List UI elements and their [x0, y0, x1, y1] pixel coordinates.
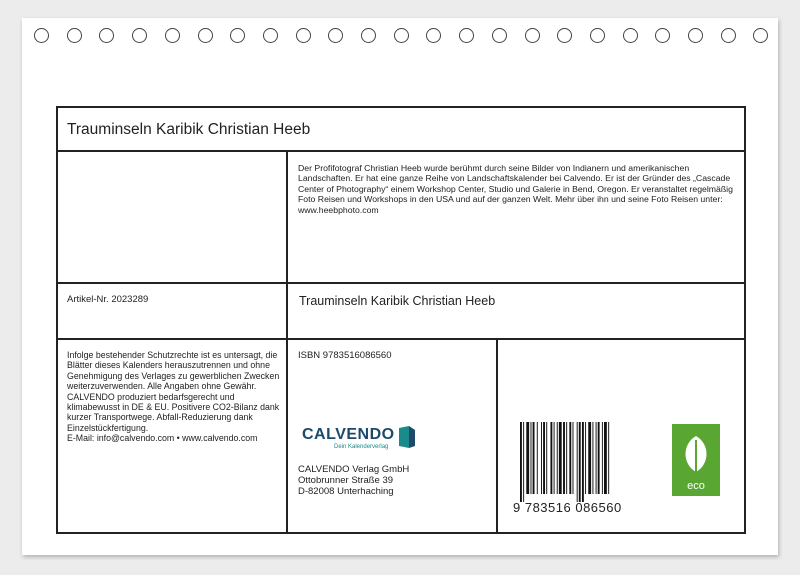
binding-ring	[99, 28, 114, 43]
divider	[286, 152, 288, 282]
binding-ring	[623, 28, 638, 43]
binding-ring	[198, 28, 213, 43]
binding-ring	[655, 28, 670, 43]
barcode-bar	[582, 422, 584, 502]
calendar-back-page	[22, 18, 778, 555]
title-box	[56, 106, 746, 152]
eco-badge	[672, 424, 720, 496]
binding-ring	[753, 28, 768, 43]
legal-notice: Infolge bestehender Schutzrechte ist es untersagt, die Blätter dieses Kalenders herauszutrennen und ohne Genehmigung des Verlages zu gewerblichen Zwecken weiterzuverwenden. Alle Angaben ohne Gewähr. CALVENDO produziert bedarfsgerecht und klimabewusst in DE & EU. Positivere CO2-Bilanz dank kurzer Transportwege. Abfall-Reduzierung dank Einzelstückfertigung. E-Mail: info@calvendo.com • www.calvendo.com	[67, 350, 280, 444]
binding-ring	[426, 28, 441, 43]
binding-ring	[688, 28, 703, 43]
publisher-city: D-82008 Unterhaching	[298, 485, 394, 497]
info-box	[56, 338, 746, 534]
binding-rings	[22, 28, 778, 50]
binding-ring	[557, 28, 572, 43]
divider	[286, 340, 288, 532]
barcode-bar	[596, 422, 597, 494]
barcode-bar	[602, 422, 603, 494]
calendar-mark-icon	[397, 424, 417, 450]
binding-ring	[361, 28, 376, 43]
binding-ring	[230, 28, 245, 43]
barcode-bar	[533, 422, 535, 494]
binding-ring	[328, 28, 343, 43]
barcode-bar	[554, 422, 555, 494]
leaf-icon	[672, 428, 720, 482]
article-number: Artikel-Nr. 2023289	[67, 294, 149, 305]
barcode-bar	[588, 422, 591, 494]
eco-label: eco	[687, 480, 705, 492]
binding-ring	[67, 28, 82, 43]
barcode-bar	[526, 422, 529, 494]
calendar-title: Trauminseln Karibik Christian Heeb	[67, 121, 311, 138]
publisher-address	[298, 465, 409, 497]
barcode-bar	[546, 422, 547, 494]
barcode-bar	[531, 422, 532, 494]
barcode-bar	[550, 422, 552, 494]
binding-ring	[132, 28, 147, 43]
binding-ring	[492, 28, 507, 43]
logo-wordmark: CALVENDO	[302, 426, 395, 443]
binding-ring	[34, 28, 49, 43]
publisher-street: Ottobrunner Straße 39	[298, 474, 394, 486]
binding-ring	[263, 28, 278, 43]
barcode-bar	[523, 422, 524, 502]
binding-ring	[394, 28, 409, 43]
barcode-bar	[520, 422, 522, 502]
barcode	[518, 422, 643, 506]
binding-ring	[165, 28, 180, 43]
barcode-number: 9 783516 086560	[513, 500, 622, 515]
barcode-bar	[559, 422, 562, 494]
binding-ring	[590, 28, 605, 43]
barcode-bar	[608, 422, 609, 494]
barcode-bar	[585, 422, 586, 494]
barcode-bar	[537, 422, 538, 494]
barcode-bar	[543, 422, 545, 494]
bio-box	[56, 150, 746, 284]
barcode-bar	[566, 422, 567, 494]
calvendo-logo	[302, 424, 422, 456]
isbn: ISBN 9783516086560	[298, 350, 392, 361]
barcode-bar	[579, 422, 581, 502]
barcode-bar	[604, 422, 607, 494]
barcode-bar	[592, 422, 593, 494]
barcode-bar	[563, 422, 565, 494]
article-box	[56, 282, 746, 340]
binding-ring	[459, 28, 474, 43]
binding-ring	[721, 28, 736, 43]
barcode-bar	[541, 422, 542, 494]
barcode-bar	[573, 422, 574, 494]
barcode-bar	[569, 422, 571, 494]
binding-ring	[525, 28, 540, 43]
photographer-bio: Der Profifotograf Christian Heeb wurde berühmt durch seine Bilder von Indianern und amerikanischen Landschaften. Er hat eine ganze Reihe von Landschaftskalender bei Calvendo. Er ist der Gründer des „Cascade Center of Photography“ einem Workshop Center, Studio und Galerie in Bend, Oregon. Er veranstaltet regelmäßig Foto Reisen und Workshops in den USA und auf der ganzen Welt. Mehr über ihn und seine Foto Reisen unter: www.heebphoto.com	[298, 163, 733, 215]
logo-tagline: Dein Kalenderverlag	[334, 444, 389, 450]
barcode-bar	[577, 422, 578, 502]
divider	[286, 284, 288, 338]
barcode-bar	[598, 422, 600, 494]
barcode-bar	[557, 422, 558, 494]
divider	[496, 340, 498, 532]
article-title: Trauminseln Karibik Christian Heeb	[299, 294, 496, 308]
publisher-name: CALVENDO Verlag GmbH	[298, 464, 410, 475]
binding-ring	[296, 28, 311, 43]
